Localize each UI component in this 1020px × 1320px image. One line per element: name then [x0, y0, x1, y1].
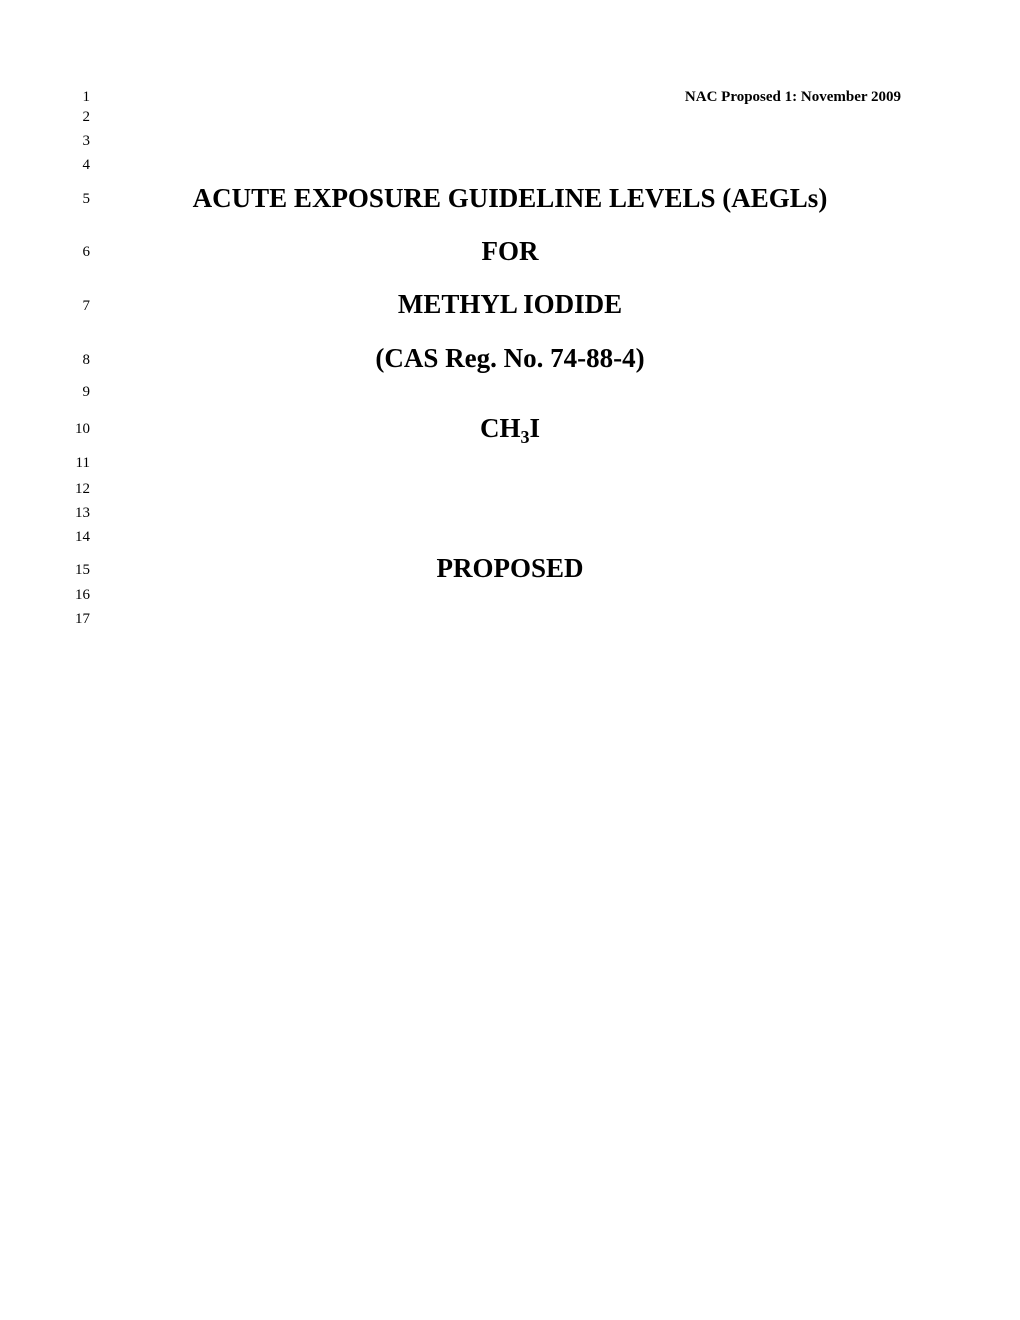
formula-subscript: 3 — [520, 427, 530, 447]
chemical-formula — [100, 413, 920, 447]
line-number: 13 — [75, 505, 90, 521]
line-number: 17 — [75, 611, 90, 627]
line-number: 14 — [75, 529, 90, 545]
line-number: 2 — [82, 109, 90, 125]
line-number: 5 — [82, 191, 90, 207]
line-number: 15 — [75, 562, 90, 578]
document-title: ACUTE EXPOSURE GUIDELINE LEVELS (AEGLs) — [192, 183, 828, 213]
cas-registry-number: (CAS Reg. No. 74-88-4) — [375, 343, 645, 373]
document-title-for: FOR — [481, 236, 539, 266]
formula-prefix: CH — [479, 413, 521, 443]
line-number: 4 — [82, 157, 90, 173]
line-number: 11 — [75, 455, 90, 471]
line-number: 1 — [82, 89, 90, 105]
line-number: 7 — [82, 298, 90, 314]
line-number: 6 — [82, 244, 90, 260]
formula-suffix: I — [529, 413, 540, 443]
line-number: 12 — [75, 481, 90, 497]
document-status: PROPOSED — [436, 553, 584, 583]
chemical-name: METHYL IODIDE — [397, 289, 623, 319]
line-number: 10 — [75, 421, 90, 437]
line-number: 8 — [82, 352, 90, 368]
line-number: 16 — [75, 587, 90, 603]
line-number: 3 — [82, 133, 90, 149]
line-number: 9 — [82, 384, 90, 400]
document-revision-header: NAC Proposed 1: November 2009 — [684, 89, 901, 105]
